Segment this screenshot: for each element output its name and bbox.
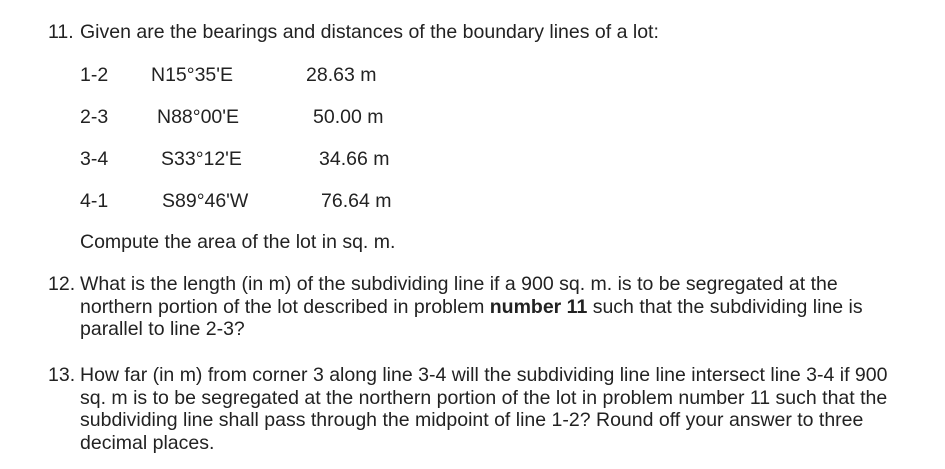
problem-12-number: 12. [48, 273, 76, 295]
line-4-1-bearing: S89°46'W [162, 190, 249, 212]
line-2-3-label: 2-3 [80, 106, 109, 128]
problem-11-number: 11. [48, 21, 74, 43]
line-1-2-distance: 28.63 m [306, 64, 377, 86]
line-3-4-bearing: S33°12'E [161, 148, 242, 170]
line-1-2-bearing: N15°35'E [151, 64, 233, 86]
problem-12-bold-reference: number 11 [489, 295, 588, 318]
problem-11-compute: Compute the area of the lot in sq. m. [80, 231, 396, 253]
problem-12-text-start: What is the length (in m) of the subdividing line if a 900 sq. m. is to be segregated at the northern portion of the lot described in problem [80, 273, 838, 318]
problem-12-text-end: such that the subdividing line is parallel to line 2-3? [80, 295, 863, 340]
line-4-1-distance: 76.64 m [321, 190, 392, 212]
line-3-4-label: 3-4 [80, 148, 109, 170]
line-3-4-distance: 34.66 m [319, 148, 390, 170]
line-2-3-bearing: N88°00'E [157, 106, 239, 128]
problem-13-number: 13. [48, 364, 76, 386]
problem-11-statement: Given are the bearings and distances of the boundary lines of a lot: [80, 21, 659, 43]
line-4-1-label: 4-1 [80, 190, 109, 212]
problem-13-statement: How far (in m) from corner 3 along line 3-4 will the subdividing line line intersect line 3-4 if 900 sq. m is to be segregated at the northern portion of the lot in problem number 11 such that the subdividing line shall pass through the midpoint of line 1-2? Round off your answer to three decimal places. [80, 364, 888, 454]
problem-12-statement [80, 273, 910, 341]
line-2-3-distance: 50.00 m [313, 106, 384, 128]
line-1-2-label: 1-2 [80, 64, 109, 86]
